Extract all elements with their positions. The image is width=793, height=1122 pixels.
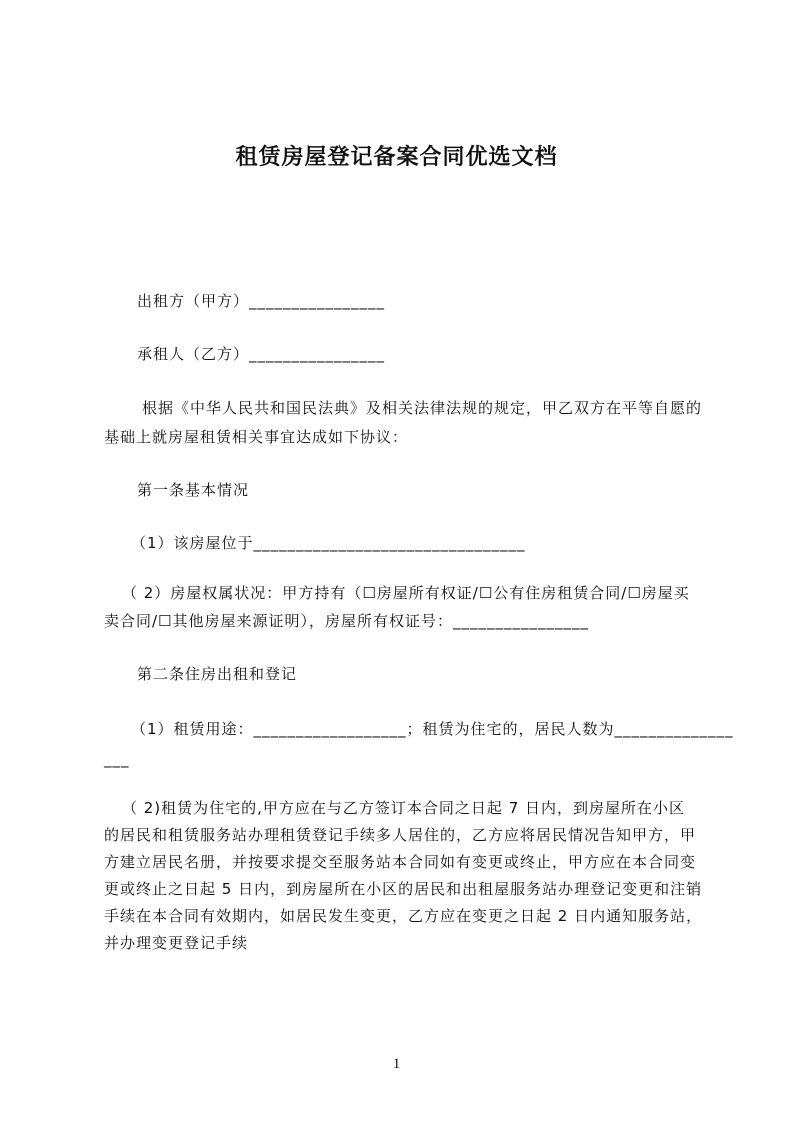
lessee-line: 承租人（乙方）________________ xyxy=(137,345,386,363)
article2-item2-line: 方建立居民名册，并按要求提交至服务站本合同如有变更或终止，甲方应在本合同变 xyxy=(104,853,697,871)
article2-item2-line: 更或终止之日起 5 日内，到房屋所在小区的居民和出租屋服务站办理登记变更和注销 xyxy=(104,880,703,898)
article2-item2-line: 的居民和租赁服务站办理租赁登记手续多人居住的，乙方应将居民情况告知甲方，甲 xyxy=(104,826,697,844)
article2-item1-line: （1）租赁用途：__________________；租赁为住宅的，居民人数为______________ xyxy=(131,720,734,738)
article2-item2-line: （ 2)租赁为住宅的,甲方应在与乙方签订本合同之日起 7 日内，到房屋所在小区 xyxy=(122,799,686,817)
lessor-line: 出租方（甲方）________________ xyxy=(137,292,386,310)
article2-item1-line: ___ xyxy=(104,750,130,768)
article2-heading: 第二条住房出租和登记 xyxy=(137,665,298,683)
article1-item2-line: 卖合同/☐其他房屋来源证明），房屋所有权证号：________________ xyxy=(104,612,590,630)
page-number: 1 xyxy=(392,1056,401,1072)
document-title: 租赁房屋登记备案合同优选文档 xyxy=(235,145,558,170)
article1-heading: 第一条基本情况 xyxy=(137,481,250,499)
article2-item2-line: 手续在本合同有效期内，如居民发生变更，乙方应在变更之日起 2 日内通知服务站， xyxy=(104,907,703,925)
article1-item1: （1）该房屋位于________________________________ xyxy=(131,534,526,552)
preamble-line: 根据《中华人民共和国民法典》及相关法律法规的规定，甲乙双方在平等自愿的 xyxy=(142,399,703,417)
article1-item2-line: （ 2）房屋权属状况：甲方持有（☐房屋所有权证/☐公有住房租赁合同/☐房屋买 xyxy=(122,584,690,602)
article2-item2-line: 并办理变更登记手续 xyxy=(104,934,249,952)
preamble-line: 基础上就房屋租赁相关事宜达成如下协议： xyxy=(104,428,409,446)
